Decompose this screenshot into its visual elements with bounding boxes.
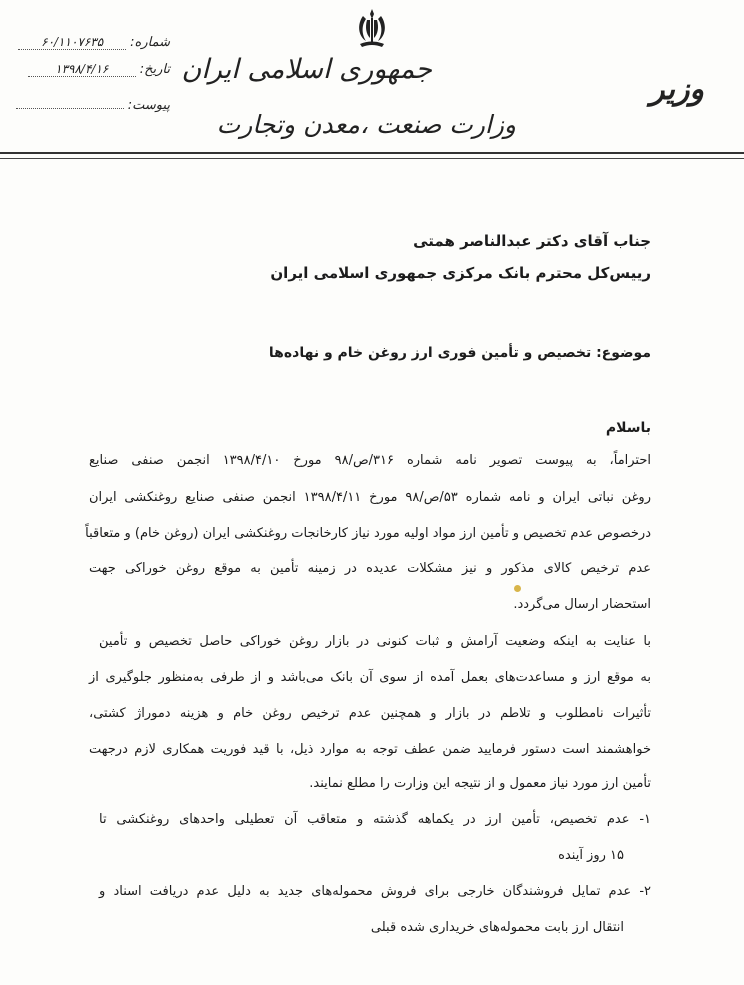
header-divider [0, 152, 744, 154]
letter-date-row [28, 62, 170, 77]
date-value: ۱۳۹۸/۴/۱۶ [28, 62, 136, 77]
greeting: باسلام [605, 420, 651, 436]
date-label: تاریخ: [139, 62, 170, 77]
list-item-continuation: انتقال ارز بابت محموله‌های خریداری شده قبلی [370, 920, 624, 935]
letter-subject: موضوع: تخصیص و تأمین فوری ارز روغن خام و نهاده‌ها [268, 345, 651, 361]
list-item-continuation: ۱۵ روز آینده [558, 848, 624, 863]
header-divider-thin [0, 158, 744, 159]
body-line: با عنایت به اینکه وضعیت آرامش و ثبات کنونی در بازار روغن خوراکی حاصل تخصیص و تأمین [99, 634, 651, 649]
body-line: تأثیرات نامطلوب و تلاطم در بازار و همچنین عدم ترخیص روغن خام و هزینه دموراژ کشتی، [89, 706, 651, 721]
number-value: ۶۰/۱۱۰۷۶۳۵ [18, 35, 126, 50]
list-item: ۲- عدم تمایل فروشندگان خارجی برای فروش محموله‌های جدید به دلیل عدم دریافت اسناد و [99, 884, 651, 899]
ink-dot [514, 585, 521, 592]
number-label: شماره: [130, 35, 170, 50]
attachment-label: پیوست: [127, 98, 170, 113]
letter-number-row [18, 35, 170, 50]
body-line: عدم ترخیص کالای مذکور و نیز مشکلات عدیده در زمینه تأمین به موقع روغن خوراکی جهت [89, 561, 651, 576]
attachment-row [16, 98, 170, 113]
recipient-name: جناب آقای دکتر عبدالناصر همتی [413, 232, 651, 250]
body-line: به موقع ارز و مساعدت‌های بعمل آمده از سوی آن بانک می‌باشد و از طرفی به‌منظور جلوگیری از [89, 670, 651, 685]
republic-title: جمهوری اسلامی ایران [181, 54, 432, 85]
minister-label: وزیر [650, 72, 704, 107]
attachment-value [16, 108, 124, 109]
iran-emblem-icon [352, 6, 392, 50]
list-item: ۱- عدم تخصیص، تأمین ارز در یکماهه گذشته و متعاقب آن تعطیلی واحدهای روغنکشی تا [99, 812, 651, 827]
recipient-title: رییس‌کل محترم بانک مرکزی جمهوری اسلامی ایران [270, 264, 651, 282]
body-line: استحضار ارسال می‌گردد. [513, 597, 651, 612]
ministry-title: وزارت صنعت ،معدن وتجارت [216, 110, 516, 139]
body-line: تأمین ارز مورد نیاز معمول و از نتیجه این وزارت را مطلع نمایند. [309, 776, 651, 791]
body-line: روغن نباتی ایران و نامه شماره ۵۳/ص/۹۸ مورخ ۱۳۹۸/۴/۱۱ انجمن صنفی صنایع روغنکشی ایران [89, 490, 651, 505]
body-line: خواهشمند است دستور فرمایید ضمن عطف توجه به موارد ذیل، با قید فوریت همکاری لازم درجهت [89, 742, 651, 757]
body-line: درخصوص عدم تخصیص و تأمین ارز مواد اولیه مورد نیاز کارخانجات روغنکشی ایران (روغن خام) و متعاقباً [85, 526, 651, 541]
body-line: احتراماً، به پیوست تصویر نامه شماره ۳۱۶/ص/۹۸ مورخ ۱۳۹۸/۴/۱۰ انجمن صنفی صنایع [89, 453, 652, 468]
